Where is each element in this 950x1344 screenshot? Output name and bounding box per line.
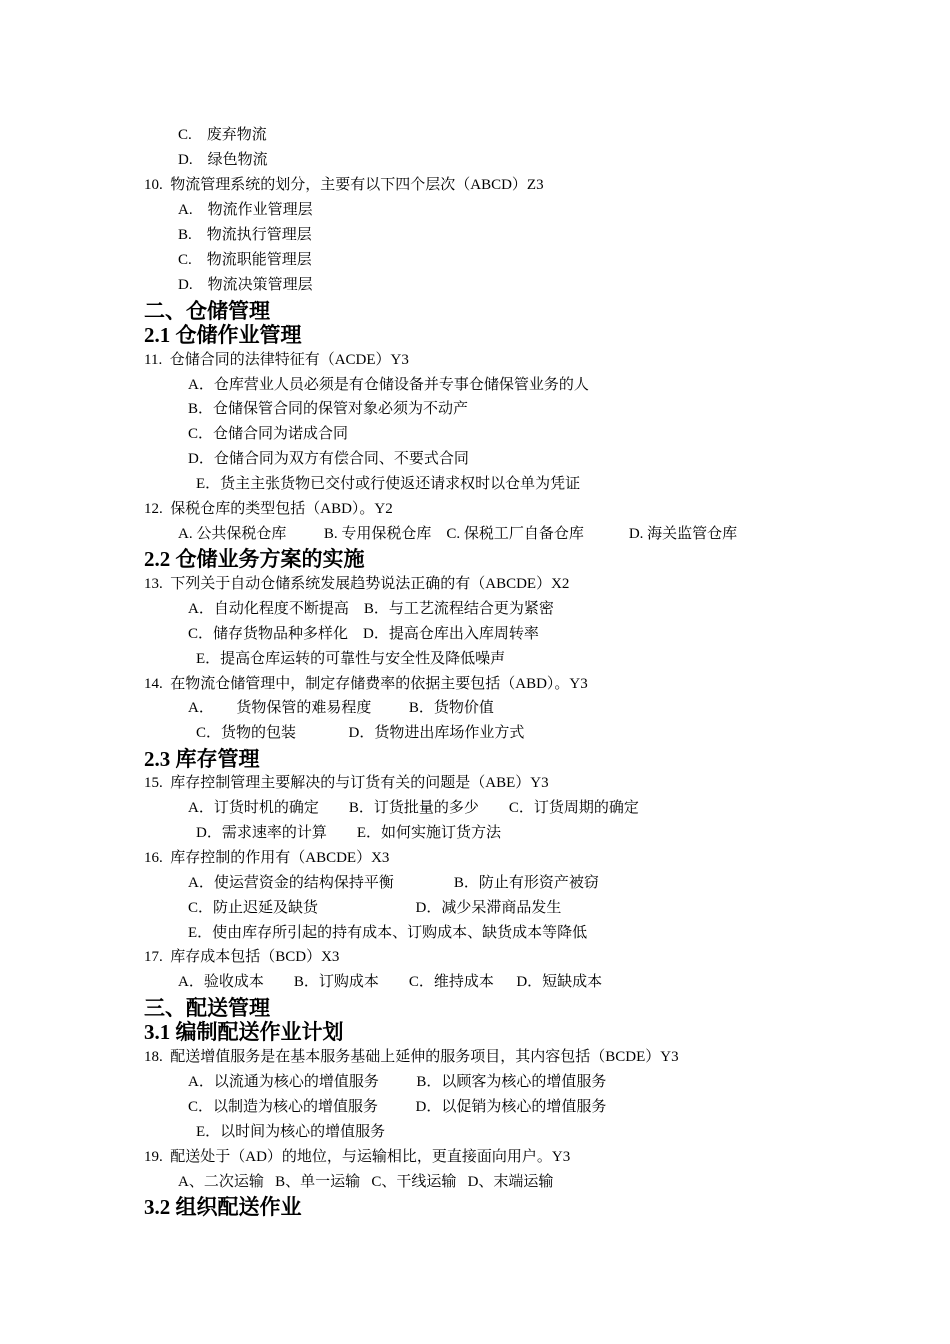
option-line: A、二次运输 B、单一运输 C、干线运输 D、末端运输 [178, 1174, 554, 1190]
option-line: E．使由库存所引起的持有成本、订购成本、缺货成本等降低 [188, 925, 588, 941]
option-line: A． 货物保管的难易程度 B．货物价值 [188, 700, 494, 716]
option-line: C．储存货物品种多样化 D．提高仓库出入库周转率 [188, 626, 539, 642]
question-line: 19. 配送处于（AD）的地位，与运输相比，更直接面向用户。Y3 [144, 1149, 571, 1165]
question-line: 12. 保税仓库的类型包括（ABD）。Y2 [144, 501, 393, 517]
section-heading: 三、配送管理 [144, 996, 270, 1020]
subsection-heading: 3.1 编制配送作业计划 [144, 1020, 344, 1044]
option-line: C．货物的包装 D．货物进出库场作业方式 [196, 725, 525, 741]
option-line: B．仓储保管合同的保管对象必须为不动产 [188, 401, 469, 417]
question-line: 10. 物流管理系统的划分，主要有以下四个层次（ABCD）Z3 [144, 177, 544, 193]
subsection-heading: 2.1 仓储作业管理 [144, 323, 302, 347]
option-line: E．以时间为核心的增值服务 [196, 1124, 386, 1140]
option-line: B. 物流执行管理层 [178, 227, 312, 243]
option-line: A．以流通为核心的增值服务 B．以顾客为核心的增值服务 [188, 1074, 607, 1090]
question-line: 16. 库存控制的作用有（ABCDE）X3 [144, 850, 390, 866]
subsection-heading: 2.2 仓储业务方案的实施 [144, 547, 365, 571]
option-line: A．使运营资金的结构保持平衡 B．防止有形资产被窃 [188, 875, 599, 891]
subsection-heading: 3.2 组织配送作业 [144, 1195, 302, 1219]
option-line: A．验收成本 B．订购成本 C．维持成本 D．短缺成本 [178, 974, 603, 990]
question-line: 18. 配送增值服务是在基本服务基础上延伸的服务项目，其内容包括（BCDE）Y3 [144, 1049, 679, 1065]
option-line: E．提高仓库运转的可靠性与安全性及降低噪声 [196, 651, 506, 667]
option-line: A．自动化程度不断提高 B．与工艺流程结合更为紧密 [188, 601, 554, 617]
question-line: 14. 在物流仓储管理中，制定存储费率的依据主要包括（ABD）。Y3 [144, 676, 588, 692]
option-line: A．仓库营业人员必须是有仓储设备并专事仓储保管业务的人 [188, 377, 589, 393]
option-line: C．仓储合同为诺成合同 [188, 426, 349, 442]
section-heading: 二、仓储管理 [144, 299, 270, 323]
option-line: C. 废弃物流 [178, 127, 267, 143]
question-line: 13. 下列关于自动仓储系统发展趋势说法正确的有（ABCDE）X2 [144, 576, 570, 592]
option-line: A. 物流作业管理层 [178, 202, 313, 218]
option-line: C．以制造为核心的增值服务 D．以促销为核心的增值服务 [188, 1099, 607, 1115]
option-line: A. 公共保税仓库 B. 专用保税仓库 C. 保税工厂自备仓库 D. 海关监管仓库 [178, 526, 738, 542]
option-line: A．订货时机的确定 B．订货批量的多少 C．订货周期的确定 [188, 800, 639, 816]
question-line: 15. 库存控制管理主要解决的与订货有关的问题是（ABE）Y3 [144, 775, 549, 791]
option-line: E．货主主张货物已交付或行使返还请求权时以仓单为凭证 [196, 476, 581, 492]
question-line: 11. 仓储合同的法律特征有（ACDE）Y3 [144, 352, 409, 368]
option-line: D. 物流决策管理层 [178, 277, 313, 293]
option-line: C. 物流职能管理层 [178, 252, 312, 268]
option-line: D. 绿色物流 [178, 152, 268, 168]
option-line: D．需求速率的计算 E．如何实施订货方法 [196, 825, 501, 841]
option-line: D．仓储合同为双方有偿合同、不要式合同 [188, 451, 469, 467]
subsection-heading: 2.3 库存管理 [144, 747, 260, 771]
question-line: 17. 库存成本包括（BCD）X3 [144, 949, 340, 965]
option-line: C．防止迟延及缺货 D．减少呆滞商品发生 [188, 900, 562, 916]
